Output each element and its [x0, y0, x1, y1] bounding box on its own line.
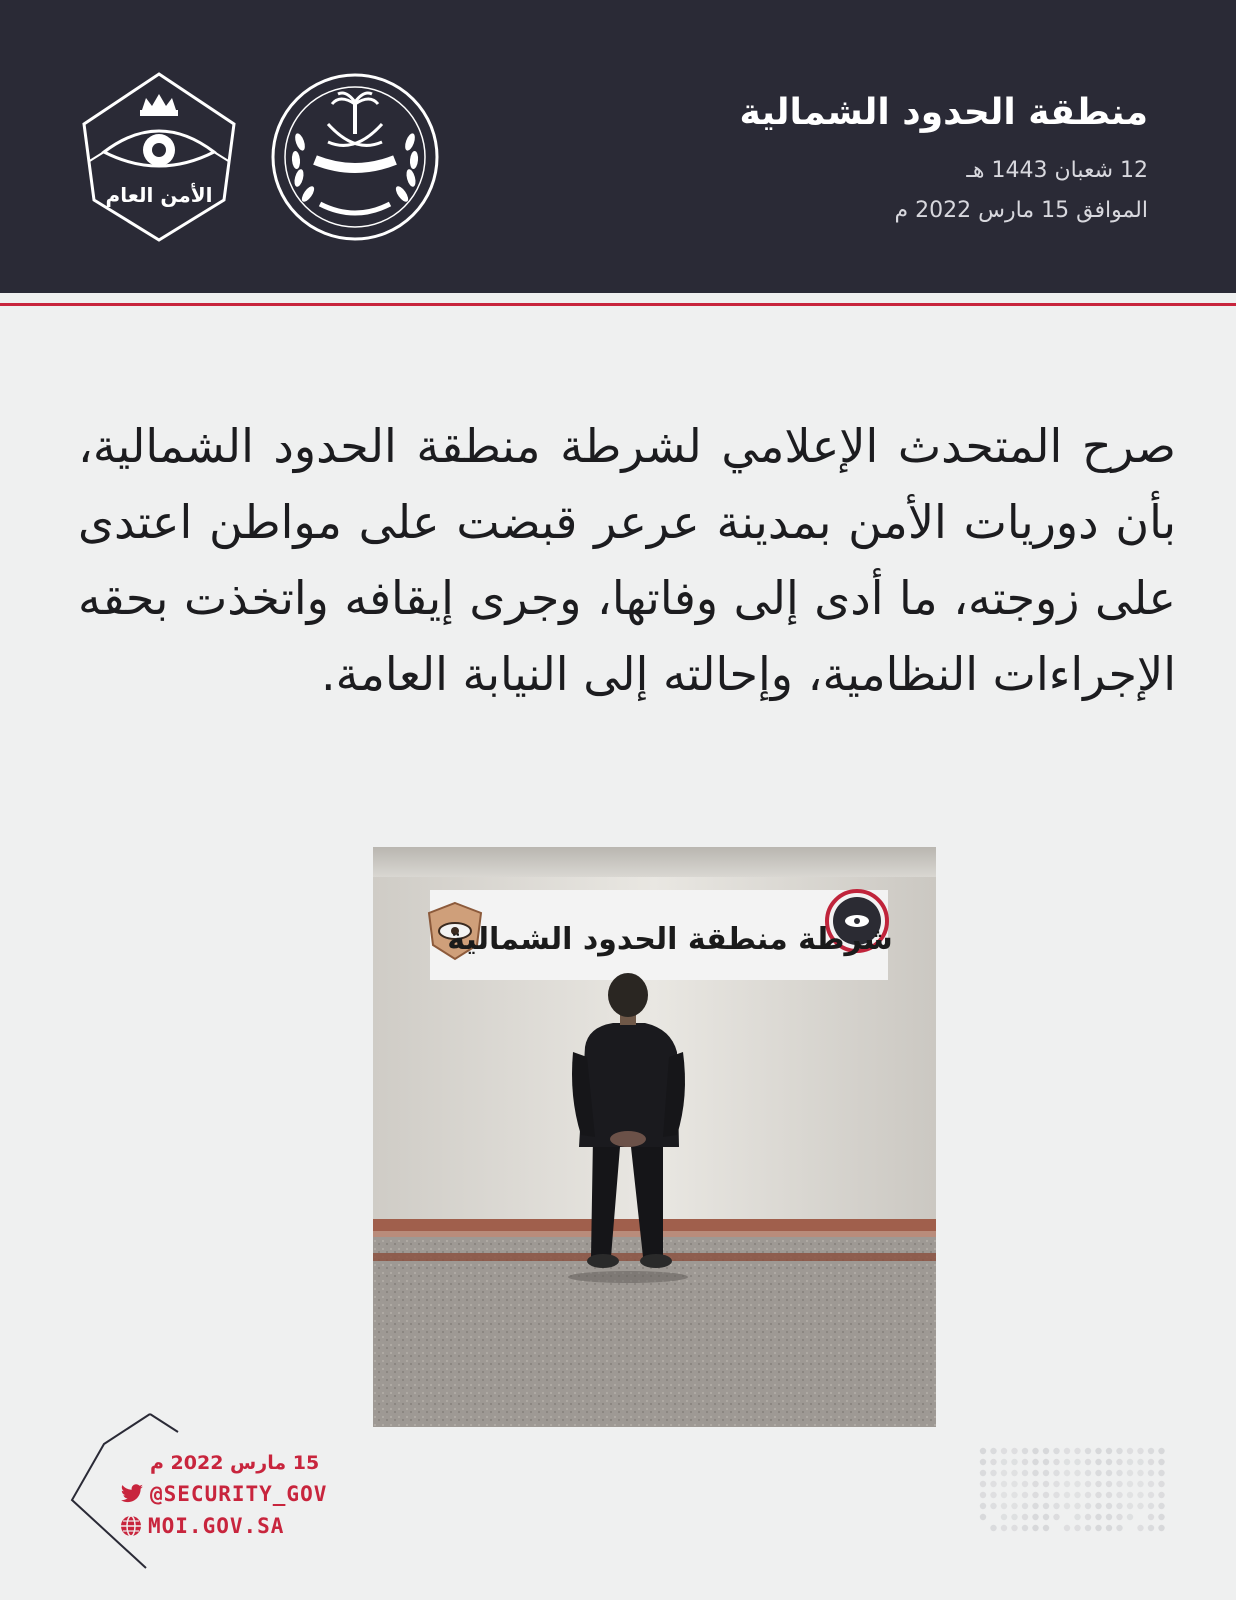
decorative-dot — [1064, 1492, 1070, 1498]
decorative-dot — [1074, 1481, 1080, 1487]
decorative-dot — [990, 1503, 996, 1509]
globe-icon — [120, 1515, 142, 1537]
decorative-dot — [1064, 1470, 1070, 1476]
decorative-dot — [1106, 1448, 1112, 1454]
decorative-dot — [1116, 1459, 1122, 1465]
decorative-dot — [1022, 1470, 1028, 1476]
decorative-dot — [1032, 1448, 1038, 1454]
decorative-dot — [1085, 1492, 1091, 1498]
decorative-dot — [1148, 1448, 1154, 1454]
decorative-dot — [1106, 1525, 1112, 1531]
date-gregorian: الموافق 15 مارس 2022 م — [894, 198, 1148, 223]
decorative-dot — [1158, 1470, 1164, 1476]
decorative-dot — [1001, 1448, 1007, 1454]
decorative-dot — [1116, 1514, 1122, 1520]
decorative-dot — [980, 1470, 986, 1476]
decorative-dot — [1137, 1459, 1143, 1465]
decorative-dot — [1011, 1514, 1017, 1520]
decorative-dot — [1074, 1448, 1080, 1454]
decorative-dot — [1085, 1514, 1091, 1520]
decorative-dot — [1148, 1503, 1154, 1509]
twitter-link[interactable] — [120, 1482, 327, 1506]
decorative-dot — [980, 1448, 986, 1454]
decorative-dot — [1095, 1448, 1101, 1454]
decorative-dot — [1074, 1459, 1080, 1465]
decorative-dot — [1011, 1492, 1017, 1498]
decorative-dot — [1074, 1514, 1080, 1520]
decorative-dot — [1085, 1525, 1091, 1531]
decorative-dot — [1095, 1492, 1101, 1498]
decorative-dot — [1064, 1459, 1070, 1465]
date-hijri: 12 شعبان 1443 هـ — [966, 158, 1148, 183]
decorative-dot — [1095, 1525, 1101, 1531]
decorative-dot — [990, 1470, 996, 1476]
decorative-dot — [1085, 1448, 1091, 1454]
decorative-dot — [1085, 1503, 1091, 1509]
decorative-dot — [1043, 1481, 1049, 1487]
press-statement: صرح المتحدث الإعلامي لشرطة منطقة الحدود الشمالية، بأن دوريات الأمن بمدينة عرعر قبضت على مواطن اعتدى على زوجته، ما أدى إلى وفاتها، وجرى إيقافه واتخذت بحقه الإجراءات النظامية، وإحالته إلى النيابة العامة. — [78, 419, 1176, 701]
decorative-dot — [1064, 1448, 1070, 1454]
public-security-logo — [74, 70, 244, 244]
decorative-dot — [1064, 1481, 1070, 1487]
decorative-dot — [1053, 1481, 1059, 1487]
decorative-dot — [1011, 1481, 1017, 1487]
decorative-dot — [1053, 1470, 1059, 1476]
region-title: منطقة الحدود الشمالية — [739, 92, 1148, 133]
decorative-dot — [1022, 1503, 1028, 1509]
decorative-dot — [1106, 1470, 1112, 1476]
decorative-dot — [1158, 1492, 1164, 1498]
decorative-dot — [1053, 1492, 1059, 1498]
decorative-dot — [1011, 1459, 1017, 1465]
decorative-dot — [1043, 1503, 1049, 1509]
decorative-dot — [1022, 1459, 1028, 1465]
decorative-dot — [1085, 1459, 1091, 1465]
decorative-dot — [1116, 1525, 1122, 1531]
decorative-dot — [980, 1503, 986, 1509]
decorative-dot — [1022, 1525, 1028, 1531]
decorative-dot — [1001, 1492, 1007, 1498]
banner-text: شرطة منطقة الحدود الشمالية — [447, 922, 893, 957]
decorative-dot — [980, 1514, 986, 1520]
decorative-dot — [1148, 1492, 1154, 1498]
decorative-dot — [1127, 1514, 1133, 1520]
decorative-dot — [1148, 1470, 1154, 1476]
decorative-dot — [1148, 1481, 1154, 1487]
decorative-dot — [1095, 1470, 1101, 1476]
decorative-dot — [1053, 1448, 1059, 1454]
decorative-dot — [1137, 1470, 1143, 1476]
decorative-dot — [1158, 1481, 1164, 1487]
decorative-dot — [1085, 1470, 1091, 1476]
decorative-dot — [1043, 1459, 1049, 1465]
website-url: MOI.GOV.SA — [148, 1514, 285, 1538]
decorative-dot — [1127, 1503, 1133, 1509]
decorative-dot — [1043, 1470, 1049, 1476]
decorative-dots-pattern — [978, 1446, 1168, 1538]
decorative-dot — [1074, 1503, 1080, 1509]
decorative-dot — [1011, 1470, 1017, 1476]
decorative-dot — [980, 1492, 986, 1498]
decorative-dot — [1085, 1481, 1091, 1487]
decorative-dot — [1032, 1492, 1038, 1498]
decorative-dot — [1011, 1448, 1017, 1454]
decorative-dot — [1032, 1470, 1038, 1476]
decorative-dot — [1158, 1503, 1164, 1509]
decorative-dot — [1074, 1492, 1080, 1498]
decorative-dot — [1001, 1514, 1007, 1520]
decorative-dot — [1022, 1492, 1028, 1498]
decorative-dot — [1158, 1448, 1164, 1454]
decorative-dot — [1095, 1459, 1101, 1465]
decorative-dot — [1011, 1525, 1017, 1531]
decorative-dot — [1043, 1448, 1049, 1454]
decorative-dot — [1064, 1503, 1070, 1509]
decorative-dot — [1022, 1514, 1028, 1520]
decorative-dot — [1001, 1525, 1007, 1531]
decorative-dot — [1127, 1470, 1133, 1476]
footer-date: 15 مارس 2022 م — [150, 1452, 320, 1474]
decorative-dot — [1127, 1492, 1133, 1498]
decorative-dot — [1106, 1503, 1112, 1509]
decorative-dot — [990, 1481, 996, 1487]
twitter-handle: @SECURITY_GOV — [150, 1482, 328, 1506]
decorative-dot — [1148, 1525, 1154, 1531]
decorative-dot — [1095, 1514, 1101, 1520]
decorative-dot — [1116, 1492, 1122, 1498]
decorative-dot — [1106, 1459, 1112, 1465]
ministry-emblem-logo — [270, 72, 440, 242]
decorative-dot — [1001, 1503, 1007, 1509]
decorative-dot — [1022, 1481, 1028, 1487]
decorative-dot — [1127, 1459, 1133, 1465]
decorative-dot — [1032, 1525, 1038, 1531]
website-link[interactable] — [120, 1514, 284, 1538]
decorative-dot — [1158, 1525, 1164, 1531]
decorative-dot — [1053, 1503, 1059, 1509]
decorative-dot — [1032, 1481, 1038, 1487]
decorative-dot — [990, 1459, 996, 1465]
decorative-dot — [990, 1525, 996, 1531]
decorative-dot — [1001, 1481, 1007, 1487]
decorative-dot — [1148, 1459, 1154, 1465]
decorative-dot — [1116, 1481, 1122, 1487]
decorative-dot — [1011, 1503, 1017, 1509]
decorative-dot — [1137, 1492, 1143, 1498]
decorative-dot — [1032, 1503, 1038, 1509]
decorative-dot — [1043, 1492, 1049, 1498]
decorative-dot — [980, 1481, 986, 1487]
decorative-dot — [1074, 1525, 1080, 1531]
decorative-dot — [1137, 1503, 1143, 1509]
header-divider — [0, 303, 1236, 306]
decorative-dot — [1043, 1514, 1049, 1520]
decorative-dot — [1116, 1448, 1122, 1454]
decorative-dot — [1032, 1459, 1038, 1465]
decorative-dot — [1158, 1459, 1164, 1465]
decorative-dot — [1095, 1503, 1101, 1509]
decorative-dot — [1064, 1525, 1070, 1531]
decorative-dot — [1116, 1470, 1122, 1476]
arrest-photo — [373, 847, 936, 1427]
decorative-dot — [1053, 1514, 1059, 1520]
decorative-dot — [1127, 1481, 1133, 1487]
twitter-icon — [120, 1484, 144, 1504]
decorative-dot — [1095, 1481, 1101, 1487]
decorative-dot — [1053, 1459, 1059, 1465]
decorative-dot — [1148, 1514, 1154, 1520]
decorative-dot — [1022, 1448, 1028, 1454]
decorative-dot — [1032, 1514, 1038, 1520]
decorative-dot — [1127, 1448, 1133, 1454]
decorative-dot — [1074, 1470, 1080, 1476]
decorative-dot — [990, 1448, 996, 1454]
security-logo-text: الأمن العام — [105, 183, 213, 207]
decorative-dot — [1043, 1525, 1049, 1531]
decorative-dot — [980, 1459, 986, 1465]
decorative-dot — [1158, 1514, 1164, 1520]
decorative-dot — [990, 1492, 996, 1498]
decorative-dot — [1001, 1470, 1007, 1476]
decorative-dot — [1137, 1448, 1143, 1454]
decorative-dot — [1106, 1492, 1112, 1498]
decorative-dot — [1106, 1514, 1112, 1520]
decorative-dot — [1137, 1525, 1143, 1531]
decorative-dot — [1116, 1503, 1122, 1509]
decorative-dot — [1137, 1481, 1143, 1487]
decorative-dot — [1106, 1481, 1112, 1487]
decorative-dot — [1001, 1459, 1007, 1465]
